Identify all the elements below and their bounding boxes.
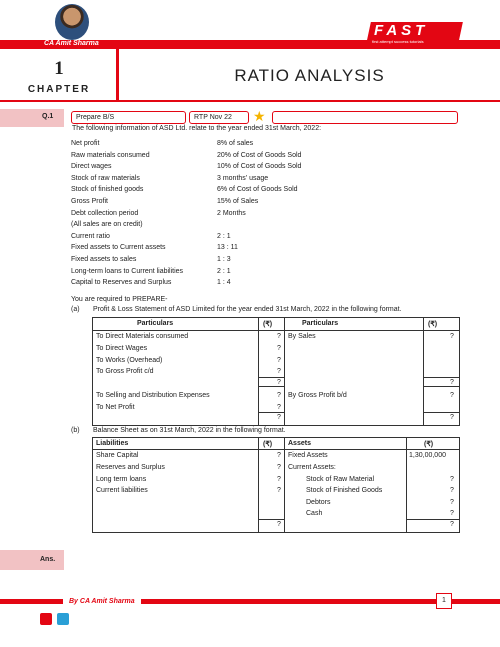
pl-line: To Net Profit — [96, 404, 135, 411]
bs-unknown-amount: ? — [450, 487, 454, 494]
pl-line: By Sales — [288, 333, 316, 340]
pl-unknown-amount: ? — [277, 404, 281, 411]
pl-line: By Gross Profit b/d — [288, 392, 347, 399]
fast-logo: FAST — [374, 22, 429, 39]
bs-line: Fixed Assets — [288, 452, 328, 459]
given-item-value: 8% of sales — [217, 140, 254, 147]
given-item-value: 15% of Sales — [217, 198, 259, 205]
bs-line: Current liabilities — [96, 487, 148, 494]
bs-line: Stock of Raw Material — [306, 476, 375, 483]
bs-liabilities-header: Liabilities — [96, 440, 129, 447]
bs-line: Reserves and Surplus — [96, 464, 165, 471]
question-tab — [0, 109, 64, 127]
given-item-value: 2 : 1 — [217, 267, 231, 275]
pl-unknown-amount: ? — [450, 379, 454, 386]
footer-author: By CA Amit Sharma — [63, 598, 141, 605]
given-item-key: Fixed assets to sales — [71, 256, 137, 263]
bs-unknown-amount: ? — [277, 452, 281, 459]
given-item-value: 2 Months — [217, 209, 246, 217]
bs-unknown-amount: ? — [450, 521, 454, 528]
bs-assets-header: Assets — [288, 440, 311, 447]
bs-line: Stock of Finished Goods — [306, 487, 383, 494]
given-item-key: (All sales are on credit) — [71, 221, 143, 229]
given-item-value: 20% of Cost of Goods Sold — [217, 151, 302, 159]
given-item-key: Long-term loans to Current liabilities — [71, 267, 184, 275]
pl-unknown-amount: ? — [277, 414, 281, 421]
chapter-number: 1 — [54, 58, 64, 79]
question-label: Q.1 — [42, 113, 54, 120]
bs-amount: 1,30,00,000 — [409, 452, 446, 459]
author-photo — [55, 4, 89, 40]
given-item-key: Current ratio — [71, 232, 110, 240]
given-item-value: 2 : 1 — [217, 232, 231, 240]
pl-unknown-amount: ? — [450, 392, 454, 399]
bs-line: Share Capital — [96, 452, 139, 459]
bs-unknown-amount: ? — [450, 510, 454, 517]
part-a-text: Profit & Loss Statement of ASD Limited for the year ended 31st March, 2022 in the following format. — [93, 306, 402, 313]
given-item-key: Stock of finished goods — [71, 186, 144, 194]
pl-unknown-amount: ? — [277, 368, 281, 375]
pl-line: To Direct Wages — [96, 345, 148, 352]
tag-rtp: RTP Nov 22 — [189, 111, 249, 124]
page-title: RATIO ANALYSIS — [234, 66, 385, 85]
page-number: 1 — [436, 593, 452, 609]
pl-line: To Works (Overhead) — [96, 357, 163, 364]
youtube-icon[interactable] — [40, 613, 52, 625]
bs-line: Debtors — [306, 499, 331, 506]
fast-tagline: first attempt success tutorials — [372, 39, 424, 44]
question-intro: The following information of ASD Ltd. relate to the year ended 31st March, 2022: — [72, 125, 322, 132]
given-item-value: 3 months' usage — [217, 174, 269, 182]
given-item-value: 13 : 11 — [217, 244, 238, 252]
tag-prepare-bs: Prepare B/S — [71, 111, 186, 124]
bs-amount-header: (₹) — [263, 441, 273, 448]
bs-line: Long term loans — [96, 476, 147, 483]
pl-unknown-amount: ? — [450, 414, 454, 421]
given-item-value: 10% of Cost of Goods Sold — [217, 163, 302, 171]
bs-unknown-amount: ? — [277, 487, 281, 494]
pl-unknown-amount: ? — [277, 392, 281, 399]
chapter-label: CHAPTER — [27, 84, 91, 95]
bs-unknown-amount: ? — [450, 499, 454, 506]
bs-amount-header-right: (₹) — [424, 441, 434, 448]
given-item-key: Net profit — [71, 140, 100, 147]
pl-amount-header: (₹) — [263, 321, 273, 328]
pl-unknown-amount: ? — [277, 333, 281, 340]
part-b-text: Balance Sheet as on 31st March, 2022 in the following format. — [93, 427, 286, 434]
tag-blank — [272, 111, 458, 124]
bs-unknown-amount: ? — [277, 464, 281, 471]
pl-unknown-amount: ? — [450, 333, 454, 340]
given-item-value: 1 : 4 — [217, 279, 231, 287]
star-icon: ★ — [253, 108, 266, 124]
given-item-key: Direct wages — [71, 163, 112, 171]
pl-particulars-header-right: Particulars — [302, 320, 339, 327]
given-item-key: Raw materials consumed — [71, 151, 150, 159]
bs-unknown-amount: ? — [277, 476, 281, 483]
given-item-key: Stock of raw materials — [71, 174, 140, 182]
pl-unknown-amount: ? — [277, 357, 281, 364]
pl-line: To Gross Profit c/d — [96, 368, 154, 375]
pl-line: To Direct Materials consumed — [96, 333, 189, 340]
title-underline — [0, 100, 500, 102]
bs-line: Cash — [306, 510, 323, 517]
pl-line: To Selling and Distribution Expenses — [96, 392, 210, 399]
pl-header-line — [92, 330, 459, 331]
pl-unknown-amount: ? — [277, 345, 281, 352]
part-b-number: (b) — [71, 427, 80, 434]
bs-unknown-amount: ? — [277, 521, 281, 528]
bs-unknown-amount: ? — [450, 476, 454, 483]
given-item-key: Capital to Reserves and Surplus — [71, 279, 172, 287]
required-text: You are required to PREPARE- — [71, 296, 168, 303]
part-a-number: (a) — [71, 306, 80, 313]
answer-label: Ans. — [40, 556, 56, 563]
pl-particulars-header: Particulars — [137, 320, 174, 327]
author-name: CA Amit Sharma — [44, 40, 99, 47]
given-item-key: Fixed assets to Current assets — [71, 244, 166, 252]
pl-unknown-amount: ? — [277, 379, 281, 386]
given-item-value: 1 : 3 — [217, 256, 231, 263]
given-item-value: 6% of Cost of Goods Sold — [217, 186, 298, 194]
bs-line: Current Assets: — [288, 464, 336, 471]
pl-amount-header-right: (₹) — [428, 321, 438, 328]
telegram-icon[interactable] — [57, 613, 69, 625]
given-item-key: Debt collection period — [71, 209, 139, 217]
given-item-key: Gross Profit — [71, 198, 108, 205]
